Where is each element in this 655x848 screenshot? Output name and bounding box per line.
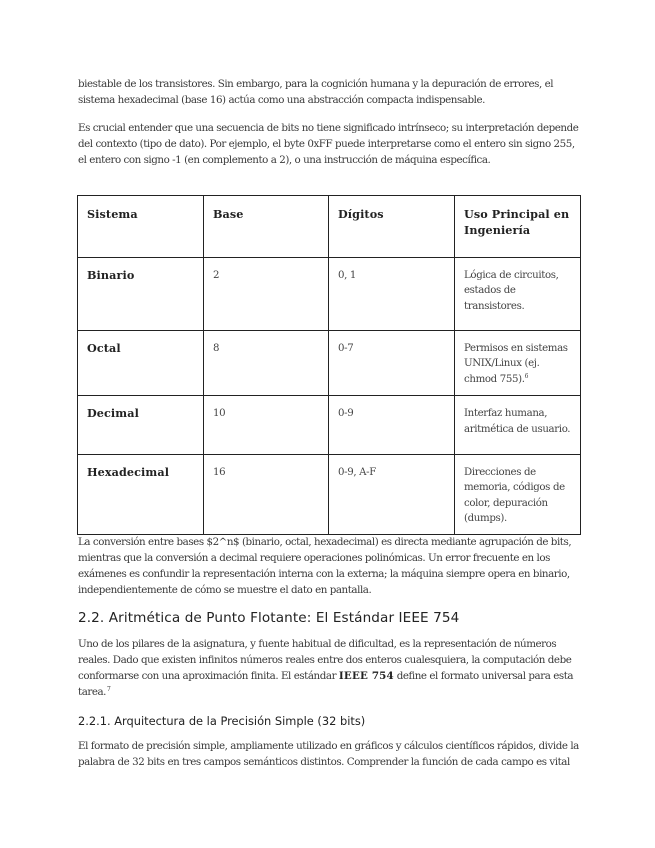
table-cell-uso xyxy=(455,330,581,396)
table-cell-sistema: Octal xyxy=(78,330,204,396)
table-header-cell: Sistema xyxy=(78,196,204,258)
table-cell-base: 10 xyxy=(204,396,329,454)
intro-paragraph-1: biestable de los transistores. Sin embargo, para la cognición humana y la depuración de errores, el sistema hexadecimal (base 16) actúa como una abstracción compacta indispensable. xyxy=(78,78,554,106)
table-header-row xyxy=(78,196,581,258)
section-2-2-paragraph xyxy=(78,636,583,700)
table-cell-sistema: Hexadecimal xyxy=(78,454,204,534)
table-cell-uso-text: Permisos en sistemas UNIX/Linux (ej. chmod 755). xyxy=(464,342,568,385)
table-cell-sistema: Decimal xyxy=(78,396,204,454)
table-cell-base: 16 xyxy=(204,454,329,534)
table-cell-base: 2 xyxy=(204,257,329,330)
section-2-2-1-paragraph: El formato de precisión simple, ampliamente utilizado en gráficos y cálculos científicos rápidos, divide la palabra de 32 bits en tres campos semánticos distintos. Comprender la función de cada campo es vital xyxy=(78,740,579,768)
section-2-2-1-heading: 2.2.1. Arquitectura de la Precisión Simple (32 bits) xyxy=(78,714,366,728)
table-cell-digitos: 0, 1 xyxy=(329,257,455,330)
table-cell-uso: Interfaz humana, aritmética de usuario. xyxy=(455,396,581,454)
table-row xyxy=(78,257,581,330)
after-table-paragraph: La conversión entre bases $2^n$ (binario, octal, hexadecimal) es directa mediante agrupación de bits, mientras que la conversión a decimal requiere operaciones polinómicas. Un error frecuente en los exámenes es confundir la representación interna con la externa; la máquina siempre opera en binario, independientemente de cómo se muestre el dato en pantalla. xyxy=(78,536,572,596)
table-cell-uso: Lógica de circuitos, estados de transistores. xyxy=(455,257,581,330)
table-row xyxy=(78,396,581,454)
table-cell-digitos: 0-9 xyxy=(329,396,455,454)
table-cell-uso: Direcciones de memoria, códigos de color, depuración (dumps). xyxy=(455,454,581,534)
footnote-ref-6[interactable]: 6 xyxy=(524,372,529,380)
number-systems-table xyxy=(77,195,581,535)
table-cell-base: 8 xyxy=(204,330,329,396)
table-header-cell: Uso Principal en Ingeniería xyxy=(455,196,581,258)
table-cell-digitos: 0-9, A-F xyxy=(329,454,455,534)
table-row xyxy=(78,454,581,534)
section-2-2-text-end: define el formato universal para esta tarea. xyxy=(78,670,574,698)
section-2-2-text-start: Uno de los pilares de la asignatura, y fuente habitual de dificultad, es la representación de números reales. Dado que existen infinitos números reales entre dos enteros cualesquiera, la computación debe conformarse con una aproximación finita. El estándar xyxy=(78,638,572,682)
section-2-2-heading: 2.2. Aritmética de Punto Flotante: El Estándar IEEE 754 xyxy=(78,610,460,626)
ieee-754-emphasis: IEEE 754 xyxy=(338,670,394,682)
table-header-cell: Dígitos xyxy=(329,196,455,258)
table-row xyxy=(78,330,581,396)
table-header-cell: Base xyxy=(204,196,329,258)
table-cell-digitos: 0-7 xyxy=(329,330,455,396)
intro-paragraph-2: Es crucial entender que una secuencia de bits no tiene significado intrínseco; su interpretación depende del contexto (tipo de dato). Por ejemplo, el byte 0xFF puede interpretarse como el entero sin signo 255, el entero con signo -1 (en complemento a 2), o una instrucción de máquina específica. xyxy=(78,122,579,166)
footnote-ref-7[interactable]: 7 xyxy=(107,686,111,693)
table-cell-sistema: Binario xyxy=(78,257,204,330)
